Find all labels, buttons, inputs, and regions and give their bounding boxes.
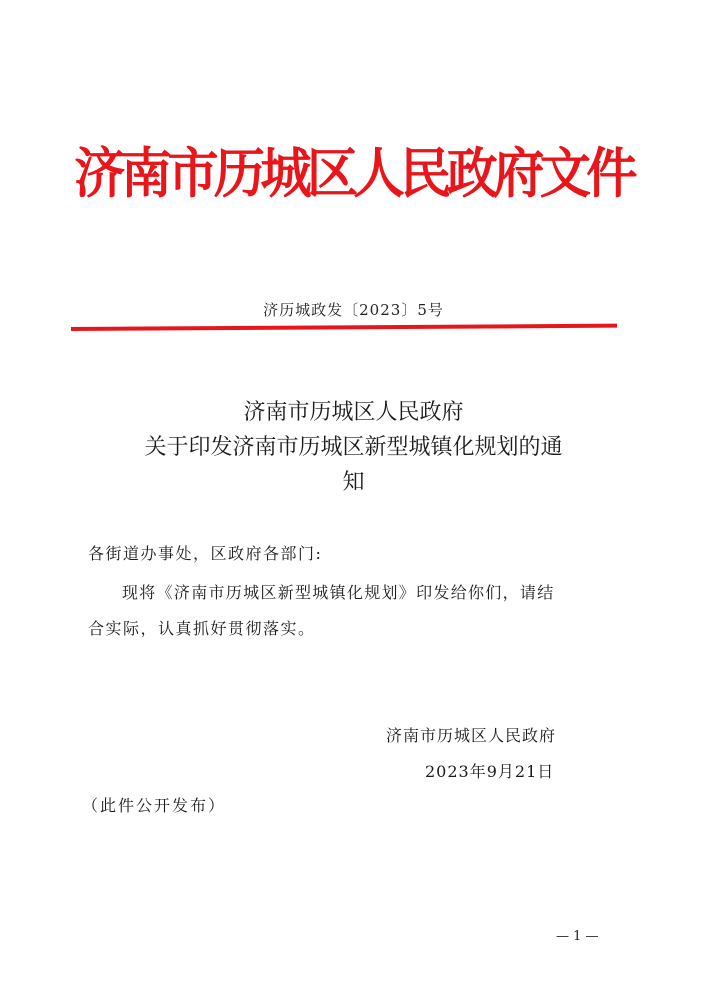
document-masthead: 济南市历城区人民政府文件 [74,141,633,205]
issuer-signature: 济南市历城区人民政府 [386,726,557,745]
body-paragraph-line-2: 合实际，认真抓好贯彻落实。 [88,619,316,638]
title-line-2: 关于印发济南市历城区新型城镇化规划的通 [144,435,563,460]
page-number: — 1 — [556,929,599,944]
title-line-3: 知 [342,470,365,495]
red-divider-line [71,324,617,331]
issue-date: 2023年9月21日 [425,762,555,781]
title-line-1: 济南市历城区人民政府 [243,400,464,425]
document-title [80,395,627,500]
release-note: （此件公开发布） [82,796,227,815]
body-paragraph-line-1: 现将《济南市历城区新型城镇化规划》印发给你们，请结 [122,583,555,602]
document-number: 济历城政发〔2023〕5号 [263,301,444,319]
salutation: 各街道办事处，区政府各部门: [88,544,323,563]
